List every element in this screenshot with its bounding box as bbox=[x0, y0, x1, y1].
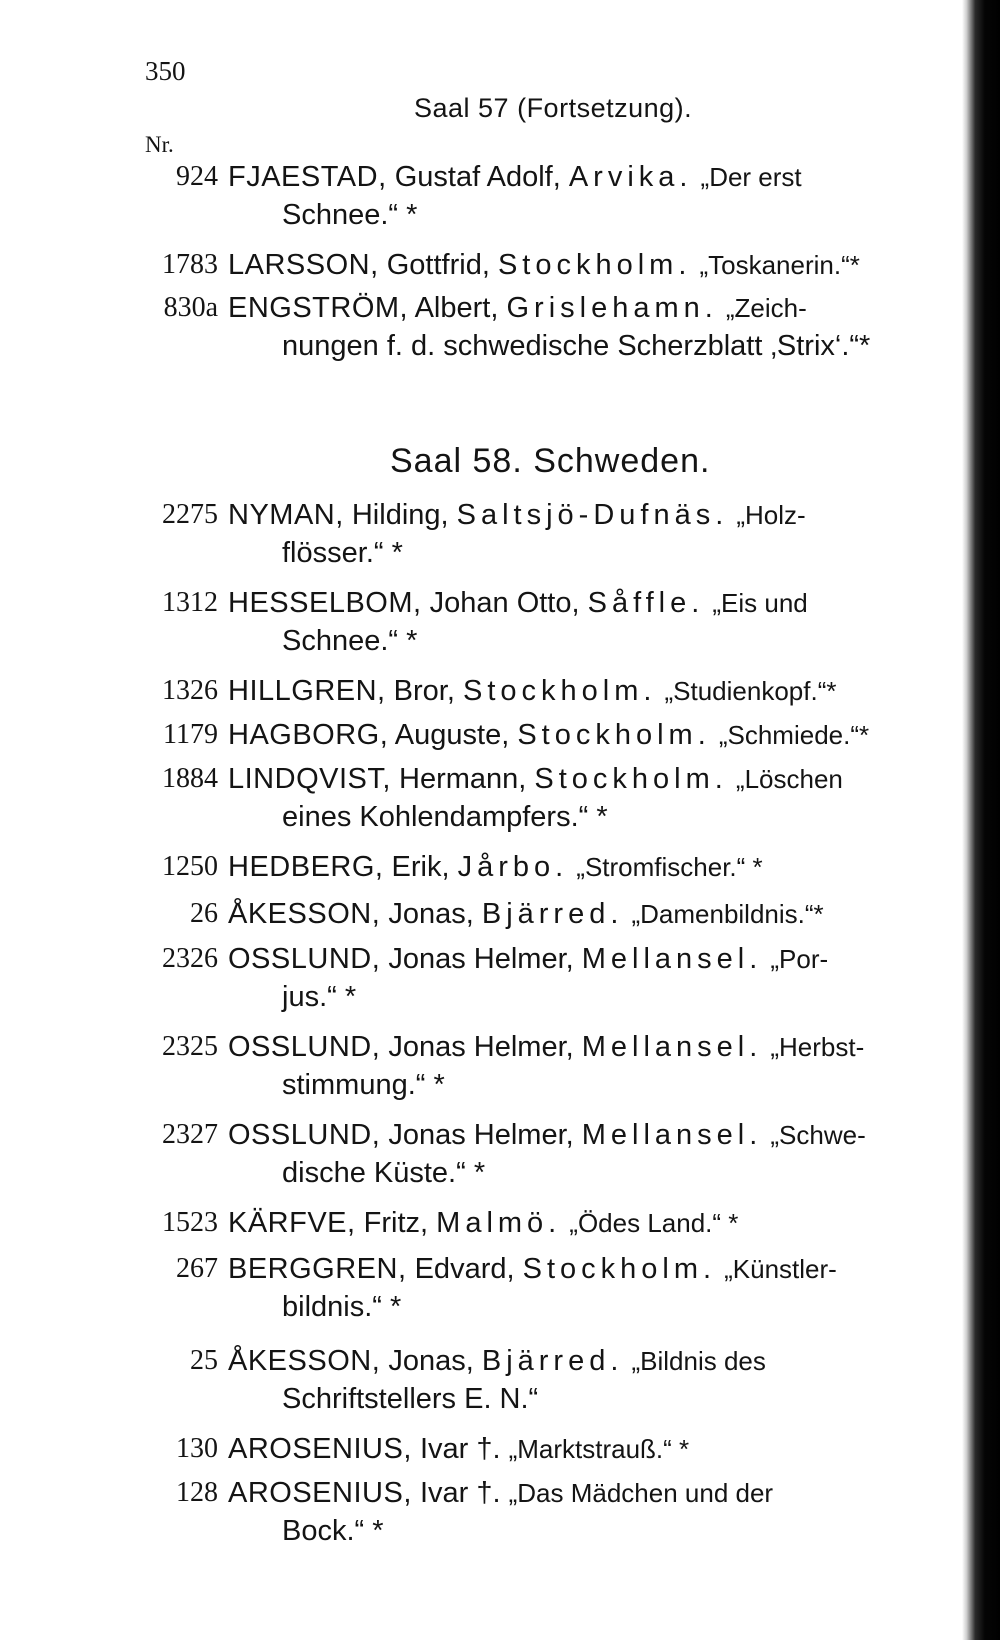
artwork-title: „Holz- bbox=[736, 500, 806, 530]
entry-number: 267 bbox=[176, 1253, 218, 1284]
artist-given-name: Hermann, bbox=[399, 763, 527, 795]
artwork-title-continuation: stimmung.“ * bbox=[282, 1069, 445, 1101]
artwork-title: „Zeich- bbox=[725, 293, 807, 323]
artist-given-name: Johan Otto, bbox=[429, 587, 580, 619]
artwork-title-continuation: Bock.“ * bbox=[282, 1515, 384, 1547]
entry-number: 1312 bbox=[162, 587, 218, 618]
artwork-title-continuation: nungen f. d. schwedische Scherzblatt ‚Strix‘.“* bbox=[282, 330, 871, 362]
entry-number: 2275 bbox=[162, 499, 218, 530]
artist-place: Såffle. bbox=[587, 587, 705, 619]
artist-surname: BERGGREN, bbox=[228, 1253, 407, 1285]
artist-surname: LARSSON, bbox=[228, 249, 379, 281]
section-continuation-header: Saal 57 (Fortsetzung). bbox=[414, 93, 693, 123]
artwork-title-continuation: flösser.“ * bbox=[282, 537, 403, 569]
artist-place: Mellansel. bbox=[581, 1031, 763, 1063]
artist-surname: LINDQVIST, bbox=[228, 763, 391, 795]
artist-place: Jårbo. bbox=[457, 851, 569, 883]
artist-given-name: Bror, bbox=[393, 675, 455, 707]
artist-place: Mellansel. bbox=[581, 1119, 763, 1151]
artwork-title: „Damenbildnis.“* bbox=[631, 899, 824, 929]
artist-surname: OSSLUND, bbox=[228, 943, 381, 975]
artwork-title-continuation: Schnee.“ * bbox=[282, 199, 418, 231]
artist-place: Stockholm. bbox=[534, 763, 728, 795]
artist-surname: AROSENIUS, bbox=[228, 1433, 412, 1465]
artwork-title-continuation: dische Küste.“ * bbox=[282, 1157, 486, 1189]
artist-place: Stockholm. bbox=[522, 1253, 717, 1285]
artist-place: Stockholm. bbox=[497, 249, 692, 281]
artist-surname: AROSENIUS, bbox=[228, 1477, 412, 1509]
artwork-title: „Por- bbox=[770, 944, 829, 974]
artist-place: Bjärred. bbox=[481, 1345, 624, 1377]
artist-surname: NYMAN, bbox=[228, 499, 344, 531]
artwork-title-continuation: jus.“ * bbox=[282, 981, 357, 1013]
artist-surname: OSSLUND, bbox=[228, 1031, 381, 1063]
entry-number: 1179 bbox=[163, 719, 218, 750]
artwork-title: „Herbst- bbox=[770, 1032, 865, 1062]
artist-given-name: Jonas Helmer, bbox=[388, 1119, 574, 1151]
artist-given-name: Jonas Helmer, bbox=[388, 1031, 574, 1063]
artist-place: Malmö. bbox=[436, 1207, 562, 1239]
artist-given-name: Edvard, bbox=[414, 1253, 515, 1285]
artwork-title: „Stromfischer.“ * bbox=[576, 852, 763, 882]
artwork-title: „Bildnis des bbox=[631, 1346, 766, 1376]
entry-number: 924 bbox=[176, 161, 218, 192]
entry-number: 830a bbox=[163, 292, 218, 323]
artwork-title: „Marktstrauß.“ * bbox=[508, 1434, 690, 1464]
entry-number: 2325 bbox=[162, 1031, 218, 1062]
artist-given-name: Ivar †. bbox=[419, 1433, 501, 1465]
artwork-title: „Schmiede.“* bbox=[718, 720, 870, 750]
entry-number: 1884 bbox=[162, 763, 218, 794]
artist-place: Bjärred. bbox=[481, 898, 624, 930]
artist-place: Saltsjö-Dufnäs. bbox=[456, 499, 729, 531]
artist-surname: OSSLUND, bbox=[228, 1119, 381, 1151]
page-number: 350 bbox=[145, 56, 186, 86]
artist-given-name: Fritz, bbox=[363, 1207, 429, 1239]
entry-number: 2326 bbox=[162, 943, 218, 974]
artwork-title: „Künstler- bbox=[724, 1254, 837, 1284]
artist-surname: HEDBERG, bbox=[228, 851, 384, 883]
artist-surname: ÅKESSON, bbox=[228, 898, 381, 930]
entry-number: 130 bbox=[176, 1433, 218, 1464]
artist-given-name: Erik, bbox=[391, 851, 450, 883]
entry-number: 1250 bbox=[162, 851, 218, 882]
entry-number: 1783 bbox=[162, 249, 218, 280]
artist-given-name: Hilding, bbox=[351, 499, 449, 531]
artist-place: Arvika. bbox=[568, 161, 693, 193]
entry-number: 25 bbox=[190, 1345, 218, 1376]
artwork-title: „Toskanerin.“* bbox=[699, 250, 860, 280]
artwork-title: „Ödes Land.“ * bbox=[569, 1208, 739, 1238]
artist-given-name: Gustaf Adolf, bbox=[394, 161, 561, 193]
artist-surname: HILLGREN, bbox=[228, 675, 386, 707]
artist-surname: KÄRFVE, bbox=[228, 1207, 356, 1239]
artist-given-name: Jonas, bbox=[388, 1345, 474, 1377]
entry-number: 2327 bbox=[162, 1119, 218, 1150]
artist-place: Grislehamn. bbox=[506, 292, 718, 324]
artist-surname: HESSELBOM, bbox=[228, 587, 422, 619]
artwork-title-continuation: eines Kohlendampfers.“ * bbox=[282, 801, 608, 833]
entry-number: 128 bbox=[176, 1477, 218, 1508]
artwork-title: „Löschen bbox=[735, 764, 843, 794]
artist-given-name: Jonas, bbox=[388, 898, 474, 930]
artist-place: Stockholm. bbox=[462, 675, 657, 707]
artist-surname: ÅKESSON, bbox=[228, 1345, 381, 1377]
number-column-label: Nr. bbox=[145, 132, 174, 157]
entry-number: 1523 bbox=[162, 1207, 218, 1238]
artist-surname: HAGBORG, bbox=[228, 719, 389, 751]
artwork-title-continuation: Schriftstellers E. N.“ bbox=[282, 1383, 539, 1415]
artwork-title: „Schwe- bbox=[770, 1120, 866, 1150]
artist-place: Stockholm. bbox=[517, 719, 711, 751]
artist-surname: ENGSTRÖM, bbox=[228, 292, 409, 324]
artist-given-name: Auguste, bbox=[394, 719, 510, 751]
artwork-title: „Das Mädchen und der bbox=[508, 1478, 774, 1508]
entry-number: 1326 bbox=[162, 675, 218, 706]
artist-given-name: Gottfrid, bbox=[386, 249, 490, 281]
artwork-title: „Eis und bbox=[712, 588, 808, 618]
scan-edge bbox=[962, 0, 1000, 1640]
artist-place: Mellansel. bbox=[581, 943, 763, 975]
section-heading: Saal 58. Schweden. bbox=[390, 442, 711, 480]
artist-surname: FJAESTAD, bbox=[228, 161, 387, 193]
artwork-title-continuation: bildnis.“ * bbox=[282, 1291, 402, 1323]
artwork-title: „Studienkopf.“* bbox=[664, 676, 837, 706]
artist-given-name: Jonas Helmer, bbox=[388, 943, 574, 975]
entry-number: 26 bbox=[190, 898, 218, 929]
artwork-title-continuation: Schnee.“ * bbox=[282, 625, 418, 657]
artwork-title: „Der erst bbox=[700, 162, 802, 192]
artist-given-name: Albert, bbox=[414, 292, 499, 324]
artist-given-name: Ivar †. bbox=[419, 1477, 501, 1509]
